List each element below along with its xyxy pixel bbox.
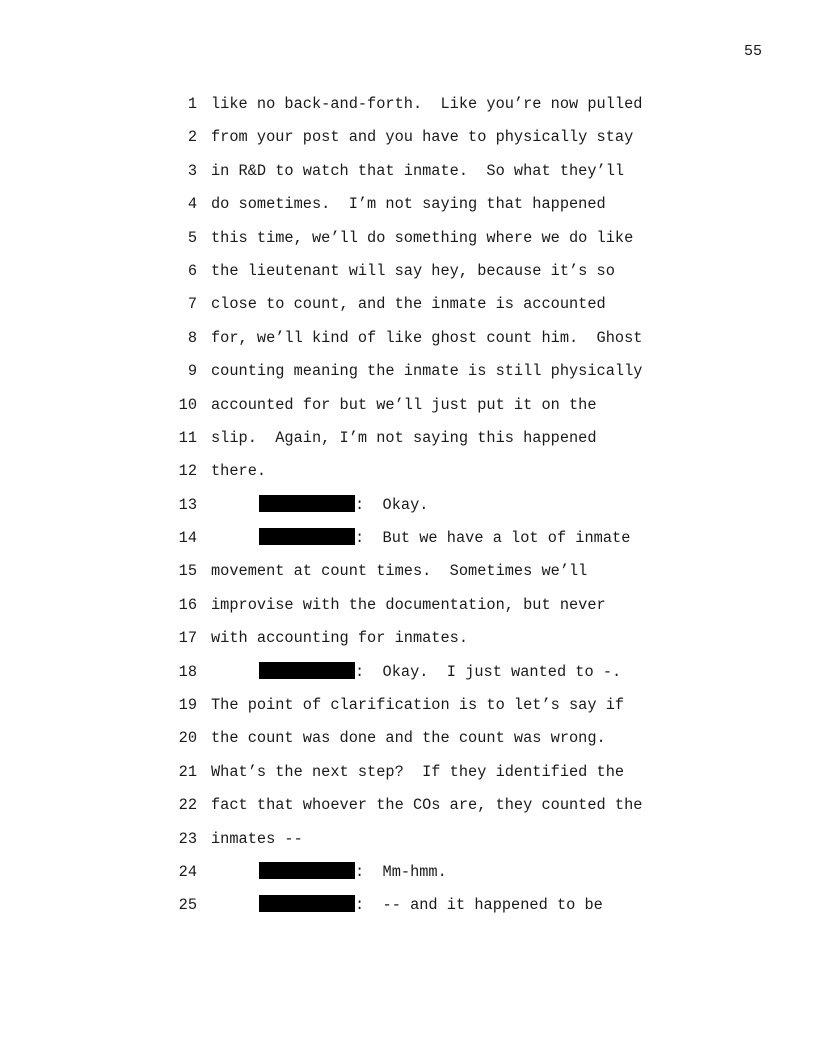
line-text: for, we’ll kind of like ghost count him. Ghost [211, 328, 643, 347]
line-text: improvise with the documentation, but never [211, 595, 606, 614]
line-number: 18 [178, 662, 197, 681]
transcript-body [170, 94, 690, 929]
line-number: 25 [178, 896, 197, 915]
line-number: 13 [178, 495, 197, 514]
transcript-line [170, 495, 690, 528]
transcript-line [170, 428, 690, 461]
transcript-line [170, 728, 690, 761]
line-number: 5 [187, 228, 197, 247]
line-number: 15 [178, 562, 197, 581]
line-text: the lieutenant will say hey, because it’s so [211, 261, 615, 280]
transcript-line [170, 595, 690, 628]
line-number: 16 [178, 595, 197, 614]
line-text: close to count, and the inmate is accounted [211, 295, 606, 314]
line-text: What’s the next step? If they identified the [211, 762, 625, 781]
line-number: 4 [187, 195, 197, 214]
speaker-utterance: : But we have a lot of inmate [355, 529, 631, 548]
transcript-line [170, 829, 690, 862]
line-text: like no back-and-forth. Like you’re now pulled [211, 95, 643, 113]
line-text: the count was done and the count was wrong. [211, 729, 606, 748]
transcript-line [170, 294, 690, 327]
transcript-line [170, 762, 690, 795]
transcript-line [170, 328, 690, 361]
redacted-speaker-name [259, 528, 355, 545]
redacted-speaker-name [259, 862, 355, 879]
speaker-line-text [259, 495, 428, 515]
transcript-line [170, 228, 690, 261]
transcript-line [170, 395, 690, 428]
line-number: 8 [187, 328, 197, 347]
transcript-line [170, 161, 690, 194]
line-number: 9 [187, 362, 197, 381]
transcript-line [170, 194, 690, 227]
line-number: 1 [187, 95, 197, 113]
speaker-line-text [259, 895, 603, 915]
line-text: there. [211, 462, 267, 481]
line-number: 14 [178, 529, 197, 548]
line-number: 22 [178, 796, 197, 815]
transcript-line [170, 795, 690, 828]
redacted-speaker-name [259, 662, 355, 679]
line-text: The point of clarification is to let’s say if [211, 696, 625, 715]
transcript-line [170, 561, 690, 594]
line-number: 6 [187, 261, 197, 280]
transcript-line [170, 261, 690, 294]
transcript-line [170, 361, 690, 394]
transcript-line [170, 862, 690, 895]
line-number: 7 [187, 295, 197, 314]
line-text: with accounting for inmates. [211, 629, 469, 648]
line-text: accounted for but we’ll just put it on the [211, 395, 597, 414]
line-number: 24 [178, 862, 197, 881]
line-number: 3 [187, 161, 197, 180]
line-number: 21 [178, 762, 197, 781]
redacted-speaker-name [259, 495, 355, 512]
speaker-line-text [259, 662, 621, 682]
speaker-utterance: : -- and it happened to be [355, 896, 603, 915]
speaker-utterance: : Okay. [355, 495, 429, 514]
line-text: counting meaning the inmate is still physically [211, 362, 643, 381]
transcript-line [170, 94, 690, 127]
transcript-line [170, 528, 690, 561]
line-number: 19 [178, 696, 197, 715]
line-text: movement at count times. Sometimes we’ll [211, 562, 588, 581]
line-number: 23 [178, 829, 197, 848]
transcript-line [170, 628, 690, 661]
line-number: 20 [178, 729, 197, 748]
line-number: 2 [187, 128, 197, 147]
line-text: in R&D to watch that inmate. So what they’ll [211, 161, 625, 180]
speaker-utterance: : Okay. I just wanted to -. [355, 662, 622, 681]
line-text: from your post and you have to physically stay [211, 128, 634, 147]
line-text: inmates -- [211, 829, 303, 848]
line-text: fact that whoever the COs are, they counted the [211, 796, 643, 815]
line-number: 17 [178, 629, 197, 648]
transcript-line [170, 695, 690, 728]
speaker-utterance: : Mm-hmm. [355, 862, 447, 881]
speaker-line-text [259, 862, 447, 882]
line-number: 12 [178, 462, 197, 481]
transcript-line [170, 127, 690, 160]
line-text: slip. Again, I’m not saying this happened [211, 428, 597, 447]
transcript-line [170, 461, 690, 494]
line-number: 10 [178, 395, 197, 414]
line-number: 11 [178, 428, 197, 447]
line-text: this time, we’ll do something where we do like [211, 228, 634, 247]
line-text: do sometimes. I’m not saying that happened [211, 195, 606, 214]
redacted-speaker-name [259, 895, 355, 912]
page-number: 55 [743, 43, 762, 60]
speaker-line-text [259, 528, 630, 548]
transcript-line [170, 895, 690, 928]
transcript-line [170, 662, 690, 695]
